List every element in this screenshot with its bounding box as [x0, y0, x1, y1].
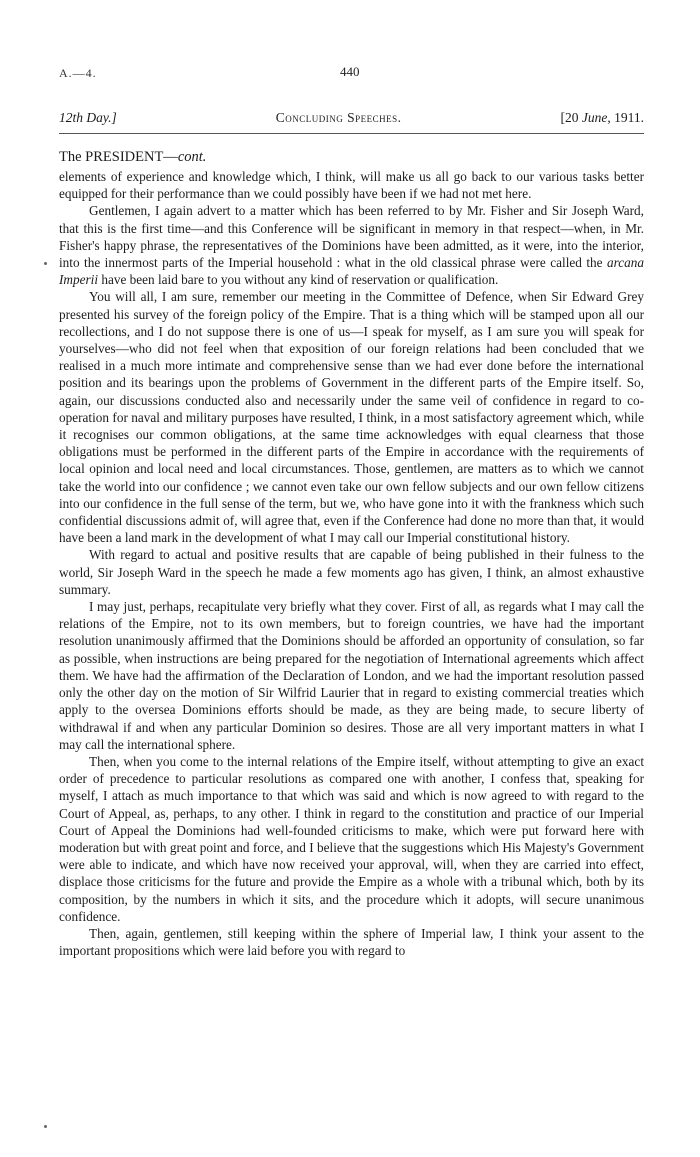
header-title: Concluding Speeches.	[275, 110, 402, 125]
paragraph-6: Then, when you come to the internal relations of the Empire itself, without attempting to give an exact order of precedence to particular resolutions as compared one with another, I confess that, speaking for myself, I attach as much importance to that which was said and which is now agreed to with regard to the Court of Appeal, as, perhaps, to any other. I think in regard to the constitution and practice of our Imperial Court of Appeal the Dominions had well-founded criticisms to make, which were put forward here with moderation but with great point and force, and I believe that the suggestions which His Majesty's Government were able to indicate, and which have now received your approval, will, when they are carried into effect, displace those criticisms for the future and provide the Empire as a whole with a tribunal which, both by its composition, by the numbers in which it sits, and the procedure which it adopts, will secure unanimous confidence.	[59, 753, 644, 924]
document-reference: A.—4.	[59, 66, 97, 80]
paragraph-7: Then, again, gentlemen, still keeping within the sphere of Imperial law, I think your assent to the important propositions which were laid before you with regard to	[59, 925, 644, 959]
header-date-pre: [20	[560, 110, 582, 125]
header-rule	[59, 133, 644, 134]
paragraph-2-italic: arcana Imperii	[59, 255, 644, 288]
margin-mark	[44, 262, 47, 265]
paragraph-2	[59, 202, 644, 288]
header-date-post: , 1911.	[607, 110, 644, 125]
margin-mark	[44, 1125, 47, 1128]
speaker-cont: cont.	[177, 149, 207, 165]
speaker-heading	[59, 149, 206, 166]
running-header	[59, 110, 644, 128]
paragraph-3: You will all, I am sure, remember our meeting in the Committee of Defence, when Sir Edward Grey presented his survey of the foreign policy of the Empire. That is a thing which will be stamped upon all our recollections, and I do not suppose there is one of us—I speak for myself, as I am sure you will speak for yourselves—who did not feel when that exposition of our foreign relations had been concluded that we realised in a much more intimate and comprehensive sense than we had ever done before the international position and its bearings upon the problems of Government in the different parts of the Empire itself. So, again, our discussions conducted also and necessarily under the same veil of confidence in regard to co-operation for naval and military purposes have resulted, I think, in a most satisfactory agreement which, while it recognises our common obligations, at the same time acknowledges with equal clearness that those obligations must be performed in the different parts of the Empire in accordance with the requirements of local opinion and local need and local circumstances. Those, gentlemen, are matters as to which we cannot take the world into our confidence ; we cannot even take our own fellow subjects and our own fellow citizens into our confidence in the full sense of the term, but we, who have gone into it with the frankness which such confidential discussions admit of, will agree that, even if the Conference had done no more than that, it would have been a land mark in the development of what I may call our Imperial constitutional history.	[59, 289, 644, 546]
paragraph-5: I may just, perhaps, recapitulate very briefly what they cover. First of all, as regards what I may call the relations of the Empire, not to its own members, but to foreign countries, we have had the important resolution unanimously affirmed that the Dominions should be afforded an opportunity of consulation, so far as possible, when instructions are being prepared for the negotiation of International agreements which affect them. We have had the affirmation of the Declaration of London, and we had the important resolution passed only the other day on the motion of Sir Wilfrid Laurier that in regard to existing commercial treaties which apply to the oversea Dominions efforts should be made, as they are being made, to secure liberty of withdrawal if and when any particular Dominion so desires. Those are all very important matters in what I may call the international sphere.	[59, 599, 644, 752]
paragraph-1: elements of experience and knowledge which, I think, will make us all go back to our various tasks better equipped for their performance than we could possibly have been if we had not met here.	[59, 169, 644, 202]
speaker-name: The PRESIDENT—	[59, 149, 178, 165]
speech-body	[59, 168, 644, 959]
paragraph-2-part-b: have been laid bare to you without any kind of reservation or qualification.	[98, 272, 499, 288]
paragraph-2-part-a: Gentlemen, I again advert to a matter which has been referred to by Mr. Fisher and Sir Joseph Ward, that this is the first time—and this Conference will be significant in memory in that respect—when, in Mr. Fisher's happy phrase, the representatives of the Dominions have been admitted, as it were, into the interior, into the innermost parts of the Imperial household : what in the old classical phrase were called the	[59, 203, 644, 271]
page-number: 440	[340, 64, 360, 79]
paragraph-4: With regard to actual and positive results that are capable of being published in their fulness to the world, Sir Joseph Ward in the speech he made a few moments ago has given, I think, an almost exhaustive summary.	[59, 547, 644, 597]
header-date-month: June	[581, 110, 608, 125]
header-date	[561, 110, 644, 126]
header-day: 12th Day.]	[59, 110, 117, 125]
